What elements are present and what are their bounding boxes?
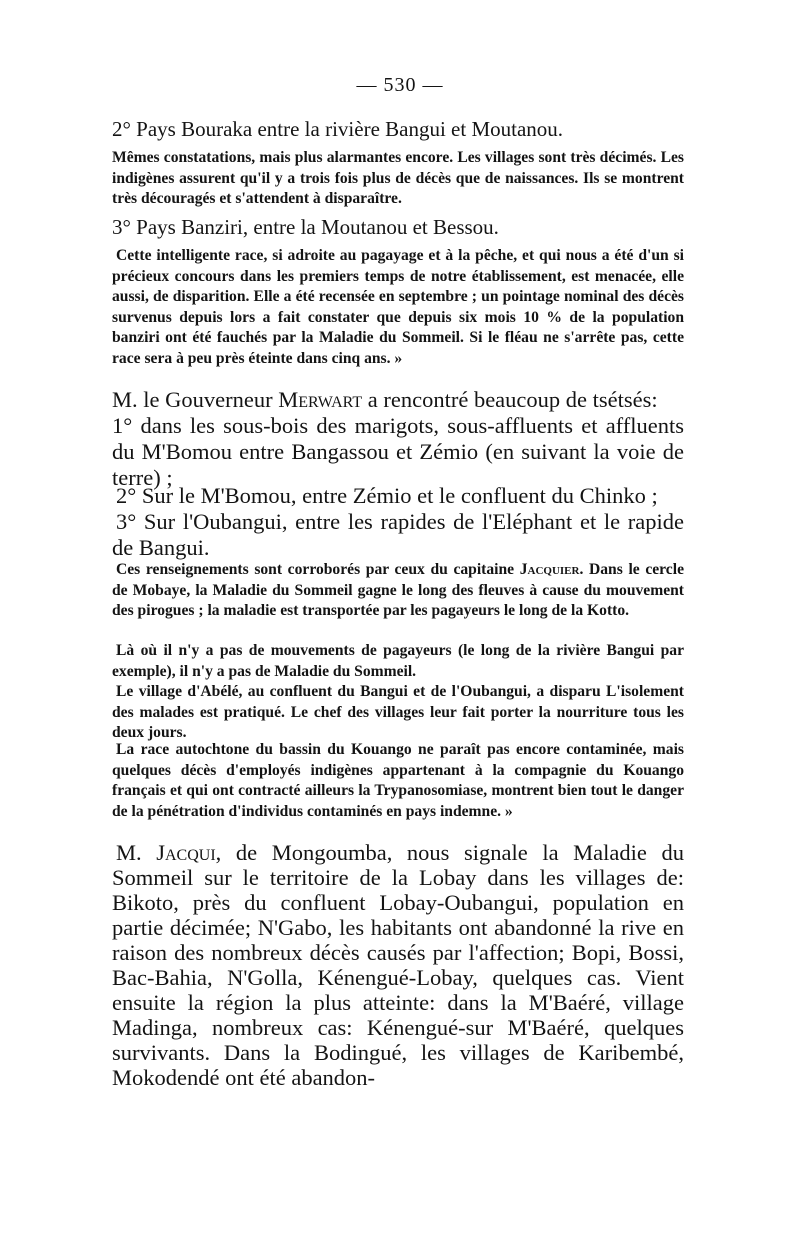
paragraph-abele: Le village d'Abélé, au confluent du Bangui et de l'Oubangui, a disparu L'isolement des malades est pratiqué. Le chef des villages leur fait porter la nourriture tous les deux jours. xyxy=(112,683,684,741)
jacquier-rest: . Dans le cercle de Mobaye, la Maladie du Sommeil gagne le long des fleuves à cause du mouvement des pirogues ; la maladie est transportée par les pagayeurs le long de la Kotto. xyxy=(112,561,684,619)
paragraph-kouango: La race autochtone du bassin du Kouango ne paraît pas encore contaminée, mais quelques décès d'employés indigènes appartenant à la compagnie du Kouango français et qui ont contracté ailleurs la Trypanosomiase, montrent bien tout le danger de la pénétration d'individus contaminés en pays indemne. » xyxy=(112,741,684,820)
paragraph-la-ou: Là où il n'y a pas de mouvements de pagayeurs (le long de la rivière Bangui par exemple), il n'y a pas de Maladie du Sommeil. xyxy=(112,642,684,680)
paragraph-bouraka: Mêmes constatations, mais plus alarmantes encore. Les villages sont très décimés. Les indigènes assurent qu'il y a trois fois plus de décès que de naissances. Ils se montrent très découragés et s'attendent à disparaître. xyxy=(112,149,684,207)
section-heading-bouraka: 2° Pays Bouraka entre la rivière Bangui et Moutanou. xyxy=(112,117,564,141)
merwart-rest: a rencontré beaucoup de tsétsés: xyxy=(362,387,658,412)
jacqui-lead: M. xyxy=(116,840,157,865)
merwart-lead: M. le Gouverneur xyxy=(112,387,279,412)
list-item-2: 2° Sur le M'Bomou, entre Zémio et le confluent du Chinko ; xyxy=(116,483,658,508)
section-heading-banziri: 3° Pays Banziri, entre la Moutanou et Bessou. xyxy=(112,215,499,239)
list-item-3: 3° Sur l'Oubangui, entre les rapides de l'Eléphant et le rapide de Bangui. xyxy=(112,509,684,560)
jacqui-rest: , de Mongoumba, nous signale la Maladie du Sommeil sur le territoire de la Lobay dans les villages de: Bikoto, près du confluent Lobay-Oubangui, population en partie décimée; N'Gabo, les habitants ont abandonné la rive en raison des nombreux décès causés par l'affection; Bopi, Bossi, Bac-Bahia, N'Golla, Kénengué-Lobay, quelques cas. Vient ensuite la région la plus atteinte: dans la M'Baéré, village Madinga, nombreux cas: Kénengué-sur M'Baéré, quelques survivants. Dans la Bodingué, les villages de Karibembé, Mokodendé ont été abandon- xyxy=(112,840,684,1090)
list-item-1: 1° dans les sous-bois des marigots, sous-affluents et affluents du M'Bomou entre Bangassou et Zémio (en suivant la voie de terre) ; xyxy=(112,413,684,490)
paragraph-merwart xyxy=(112,387,684,413)
jacquier-name: Jacquier xyxy=(519,561,580,578)
jacqui-name: Jacqui xyxy=(156,840,216,865)
paragraph-banziri: Cette intelligente race, si adroite au pagayage et à la pêche, et qui nous a été d'un si précieux concours dans les premiers temps de notre établissement, est menacée, elle aussi, de disparition. Elle a été recensée en septembre ; un pointage nominal des décès survenus depuis lors a fait constater que depuis six mois 10 % de la population banziri ont été fauchés par la Maladie du Sommeil. Si le fléau ne s'arrête pas, cette race sera à peu près éteinte dans cinq ans. » xyxy=(112,247,684,367)
page-number: — 530 — xyxy=(356,74,444,96)
merwart-name: Merwart xyxy=(278,387,363,412)
paragraph-jacqui xyxy=(112,840,684,1090)
jacquier-lead: Ces renseignements sont corroborés par ceux du capitaine xyxy=(116,561,520,578)
paragraph-jacquier xyxy=(112,560,684,622)
